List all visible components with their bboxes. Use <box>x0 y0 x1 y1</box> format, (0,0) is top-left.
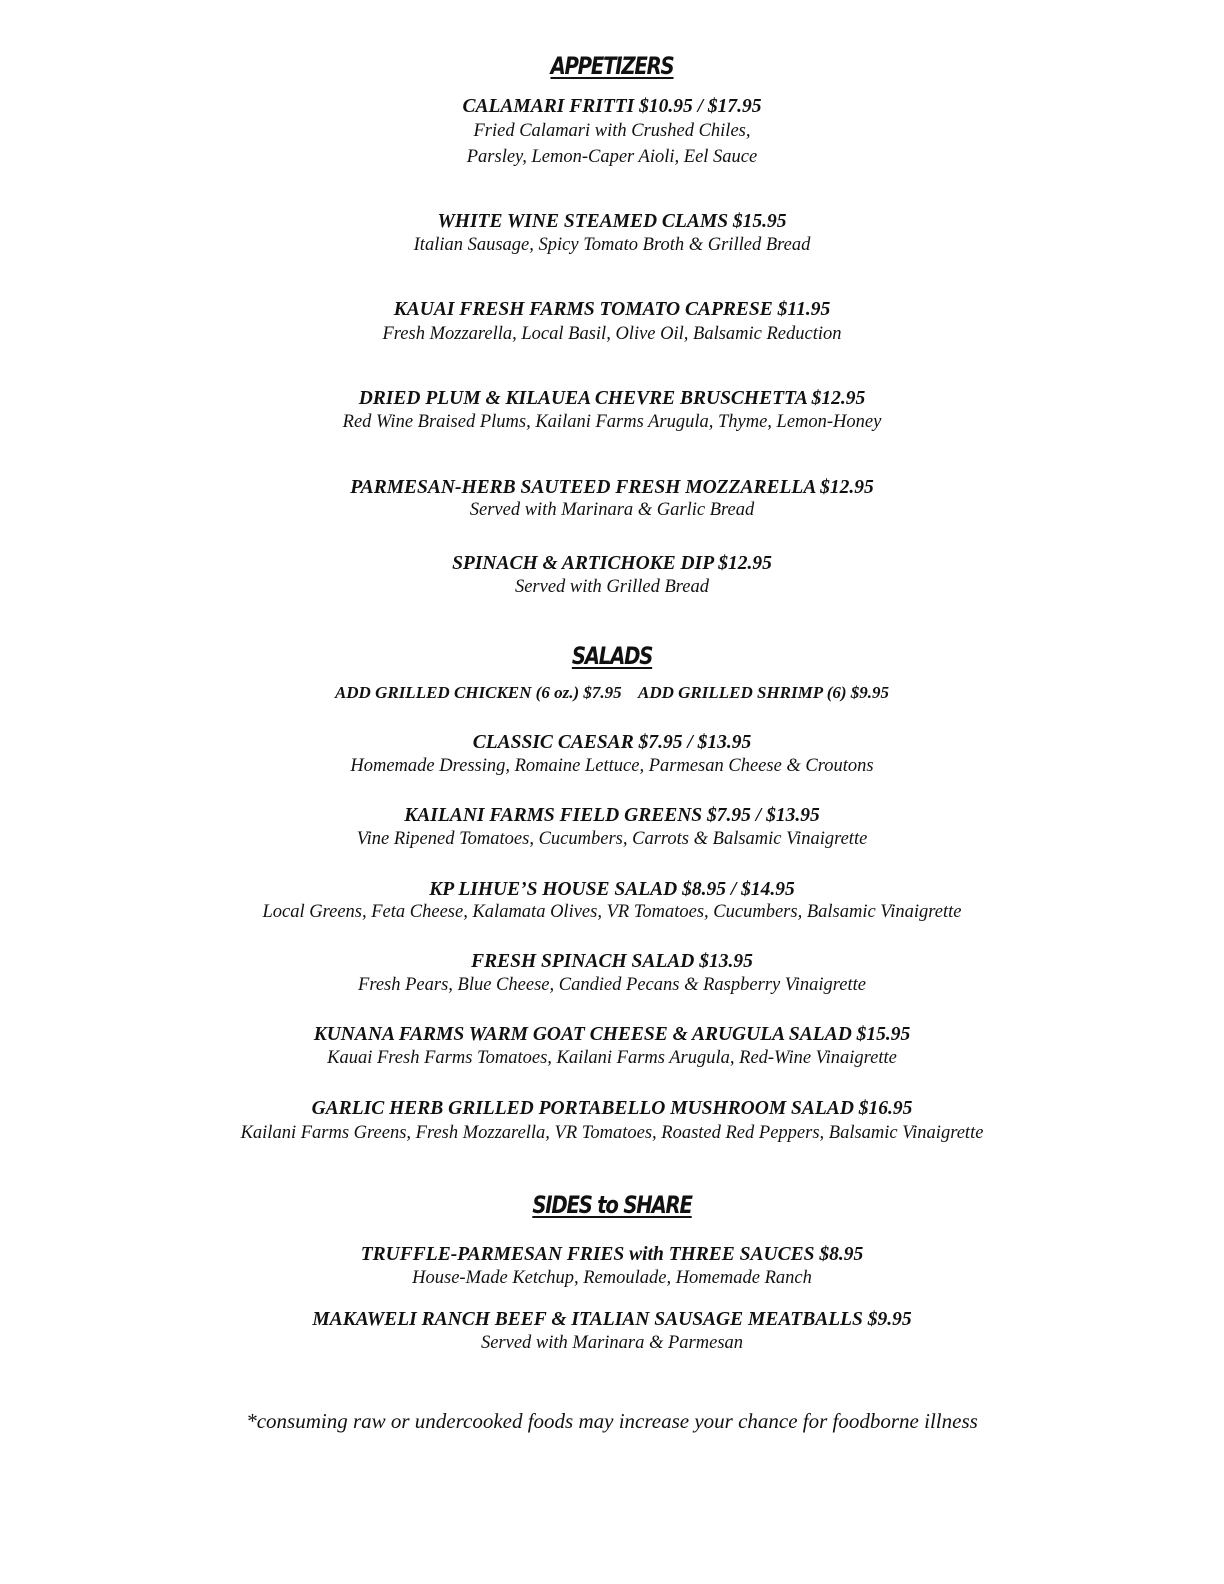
side-desc-meatballs: Served with Marinara & Parmesan <box>480 1333 744 1353</box>
appetizer-desc-calamari-1: Fried Calamari with Crushed Chiles, <box>473 121 751 141</box>
raw-food-advisory: *consuming raw or undercooked foods may increase your chance for foodborne illness <box>246 1409 978 1433</box>
salad-title-spinach: FRESH SPINACH SALAD $13.95 <box>471 951 753 972</box>
appetizer-desc-clams: Italian Sausage, Spicy Tomato Broth & Grilled Bread <box>413 235 811 255</box>
salad-title-caesar: CLASSIC CAESAR $7.95 / $13.95 <box>472 732 752 753</box>
salads-addons: ADD GRILLED CHICKEN (6 oz.) $7.95 ADD GRILLED SHRIMP (6) $9.95 <box>334 683 890 702</box>
appetizer-title-dip: SPINACH & ARTICHOKE DIP $12.95 <box>452 553 772 574</box>
appetizer-desc-mozzarella: Served with Marinara & Garlic Bread <box>469 500 755 520</box>
salad-title-portabello: GARLIC HERB GRILLED PORTABELLO MUSHROOM SALAD $16.95 <box>311 1098 913 1119</box>
salad-desc-portabello: Kailani Farms Greens, Fresh Mozzarella, VR Tomatoes, Roasted Red Peppers, Balsamic Vinaigrette <box>240 1123 984 1143</box>
salad-title-goat-cheese: KUNANA FARMS WARM GOAT CHEESE & ARUGULA SALAD $15.95 <box>313 1024 911 1045</box>
appetizer-desc-calamari-2: Parsley, Lemon-Caper Aioli, Eel Sauce <box>466 147 758 167</box>
appetizers-heading: APPETIZERS <box>550 52 674 80</box>
side-title-meatballs: MAKAWELI RANCH BEEF & ITALIAN SAUSAGE MEATBALLS $9.95 <box>312 1309 912 1330</box>
salad-title-field-greens: KAILANI FARMS FIELD GREENS $7.95 / $13.95 <box>404 805 820 826</box>
salad-desc-caesar: Homemade Dressing, Romaine Lettuce, Parmesan Cheese & Croutons <box>350 756 874 776</box>
sides-heading: SIDES to SHARE <box>532 1191 692 1219</box>
side-title-fries: TRUFFLE-PARMESAN FRIES with THREE SAUCES $8.95 <box>360 1244 864 1265</box>
appetizer-title-mozzarella: PARMESAN-HERB SAUTEED FRESH MOZZARELLA $12.95 <box>350 477 874 498</box>
appetizer-desc-bruschetta: Red Wine Braised Plums, Kailani Farms Arugula, Thyme, Lemon-Honey <box>342 412 882 432</box>
appetizer-title-calamari: CALAMARI FRITTI $10.95 / $17.95 <box>462 96 762 117</box>
appetizer-title-bruschetta: DRIED PLUM & KILAUEA CHEVRE BRUSCHETTA $12.95 <box>358 388 866 409</box>
appetizer-desc-caprese: Fresh Mozzarella, Local Basil, Olive Oil, Balsamic Reduction <box>382 324 842 344</box>
salad-title-house: KP LIHUE’S HOUSE SALAD $8.95 / $14.95 <box>429 879 795 900</box>
appetizer-title-clams: WHITE WINE STEAMED CLAMS $15.95 <box>437 211 787 232</box>
salad-desc-house: Local Greens, Feta Cheese, Kalamata Olives, VR Tomatoes, Cucumbers, Balsamic Vinaigrette <box>262 902 962 922</box>
salads-heading: SALADS <box>571 642 653 670</box>
side-desc-fries: House-Made Ketchup, Remoulade, Homemade Ranch <box>412 1268 812 1288</box>
salad-desc-spinach: Fresh Pears, Blue Cheese, Candied Pecans & Raspberry Vinaigrette <box>358 975 866 995</box>
salad-desc-goat-cheese: Kauai Fresh Farms Tomatoes, Kailani Farms Arugula, Red-Wine Vinaigrette <box>327 1048 897 1068</box>
appetizer-desc-dip: Served with Grilled Bread <box>514 577 710 597</box>
salad-desc-field-greens: Vine Ripened Tomatoes, Cucumbers, Carrots & Balsamic Vinaigrette <box>356 829 868 849</box>
appetizer-title-caprese: KAUAI FRESH FARMS TOMATO CAPRESE $11.95 <box>393 299 831 320</box>
